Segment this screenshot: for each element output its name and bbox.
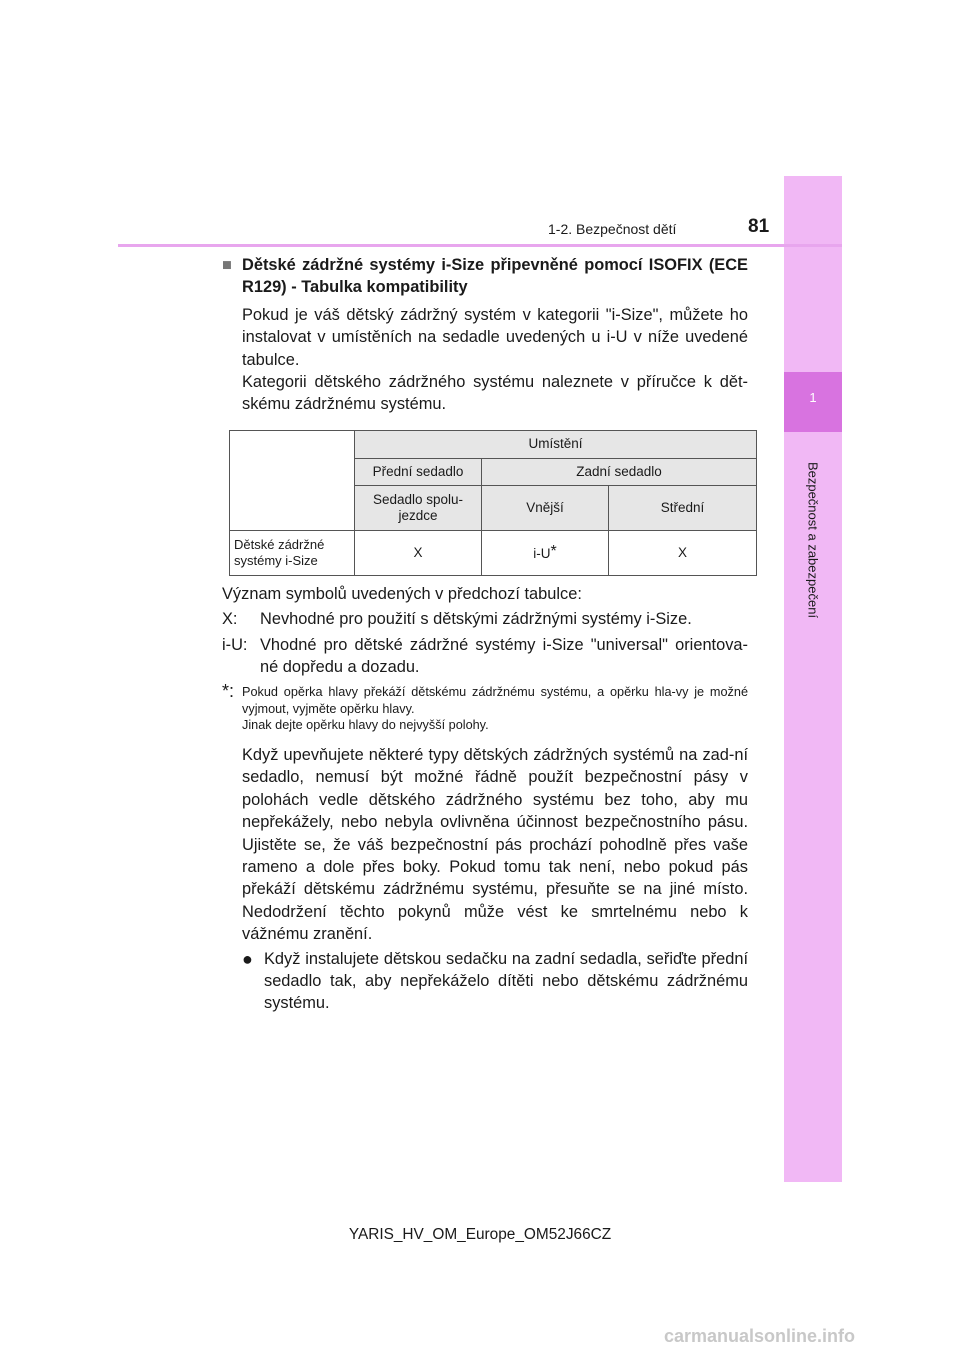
table-row — [230, 530, 757, 575]
header-rule — [118, 244, 842, 247]
bullet-item — [242, 948, 748, 1015]
bullet-text: Když instalujete dětskou sedačku na zadní sedadla, seřiďte přední sedadlo tak, aby nepřekáželo dítěti nebo dětskému zádržnému systému. — [264, 949, 748, 1013]
legend-x-key: X: — [222, 610, 238, 629]
legend-intro: Význam symbolů uvedených v předchozí tabulce: — [222, 584, 582, 603]
table-cell-outer — [482, 530, 609, 575]
table-header-position: Umístění — [355, 430, 757, 458]
table-empty-corner — [230, 430, 355, 530]
chapter-label: Bezpečnost a zabezpečení — [805, 461, 821, 619]
table-cell-center: X — [609, 530, 757, 575]
legend-x-text: Nevhodné pro použití s dětskými zádržnými systémy i-Size. — [260, 610, 692, 629]
compatibility-table — [229, 430, 757, 576]
square-bullet-icon: ■ — [222, 256, 232, 274]
section-title: 1-2. Bezpečnost dětí — [548, 221, 677, 237]
table-header-front: Přední sedadlo — [355, 458, 482, 485]
footnote — [222, 681, 748, 734]
table-row-label: Dětské zádržné systémy i-Size — [230, 530, 355, 575]
page-content — [222, 254, 748, 1015]
bullet-dot-icon: ● — [242, 948, 253, 969]
legend-iu — [222, 634, 748, 679]
watermark: carmanualsonline.info — [664, 1326, 856, 1346]
footnote-text-2: Jinak dejte opěrku hlavy do nejvyšší polohy. — [242, 718, 489, 733]
legend-iu-key: i-U: — [222, 635, 248, 654]
body-paragraph: Když upevňujete některé typy dětských zádržných systémů na zad-ní sedadlo, nemusí být možné řádně použít bezpečnostní pásy v polohách vedle dětského zádržného systému bez toho, aby mu nepřekážely, nebo nebyla ovlivněna účinnost bezpečnostního pásu. Ujistěte se, že váš bezpečnostní pás prochází pohodlně přes vaše rameno a dole přes boky. Pokud tomu tak není, nebo pokud pás překáží dětskému zádržnému systému, přesuňte se na jiné místo. Nedodržení těchto pokynů může vést ke smrtelnému nebo k vážnému zranění. — [242, 745, 748, 944]
table-header-passenger: Sedadlo spolu-jezdce — [355, 485, 482, 530]
asterisk-mark: * — [550, 542, 557, 560]
intro-paragraph-2: Kategorii dětského zádržného systému naleznete v příručce k dět-skému zádržnému systému. — [242, 373, 748, 414]
heading-text: Dětské zádržné systémy i-Size připevněné pomocí ISOFIX (ECE R129) - Tabulka kompatibility — [242, 256, 748, 297]
page-number: 81 — [748, 216, 770, 237]
table-header-outer: Vnější — [482, 485, 609, 530]
table-header-center: Střední — [609, 485, 757, 530]
footnote-text-1: Pokud opěrka hlavy překáží dětskému zádržnému systému, a opěrku hla-vy je možné vyjmout, vyjměte opěrku hlavy. — [242, 685, 748, 716]
legend-x — [222, 608, 748, 630]
table-cell-outer-value: i-U — [533, 545, 551, 561]
table-header-rear: Zadní sedadlo — [482, 458, 757, 485]
table-cell-front: X — [355, 530, 482, 575]
chapter-number: 1 — [809, 390, 817, 405]
legend-iu-text: Vhodné pro dětské zádržné systémy i-Size "universal" orientova-né dopředu a dozadu. — [260, 635, 748, 677]
section-heading — [222, 254, 748, 299]
chapter-side-tab — [784, 176, 842, 1182]
document-code: YARIS_HV_OM_Europe_OM52J66CZ — [348, 1226, 612, 1243]
footnote-marker: *: — [222, 681, 235, 702]
intro-paragraph: Pokud je váš dětský zádržný systém v kategorii "i-Size", můžete ho instalovat v umístěních na sedadle uvedených u i-U v níže uvedené tabulce. — [242, 305, 748, 369]
